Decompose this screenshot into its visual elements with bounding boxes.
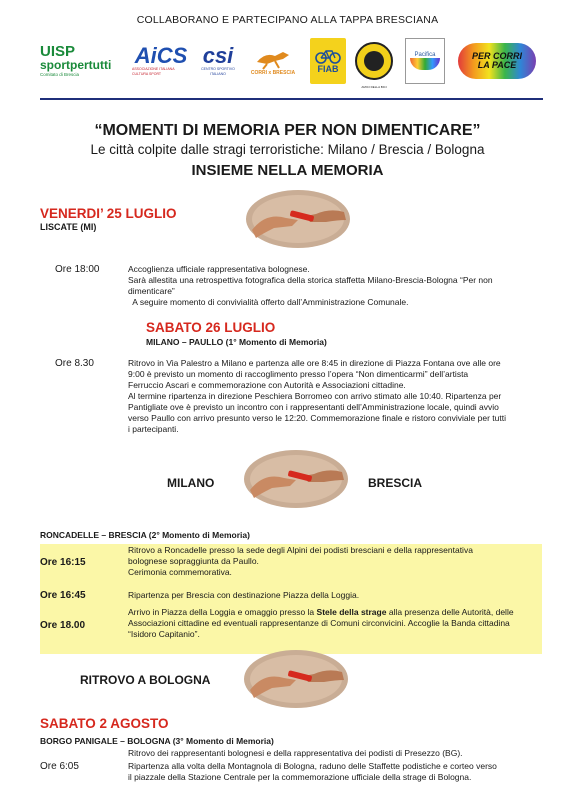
- s2-line: Ritrovo in Via Palestro a Milano e partenza alle ore 8:45 in direzione di Piazza Fontana ove alle ore: [128, 358, 501, 368]
- s4-time: Ore 6:05: [40, 761, 79, 772]
- s4-line: il piazzale della Stazione Centrale per la commemorazione ufficiale della strage di Bologna.: [128, 772, 472, 782]
- s1-text: [128, 264, 548, 308]
- stele-strage: Stele della strage: [316, 607, 387, 617]
- logo-strip: [40, 38, 540, 89]
- uisp-text: UISP: [40, 43, 76, 60]
- uisp-logo: [40, 38, 118, 84]
- s1-date: VENERDI’ 25 LUGLIO: [40, 206, 177, 221]
- s2-line: i partecipanti.: [128, 424, 179, 434]
- percorri-logo: [457, 38, 537, 84]
- s3-time-2: Ore 16:45: [40, 590, 86, 601]
- s3-row-1: [128, 545, 538, 578]
- relay-baton-image: [246, 190, 350, 248]
- s1-line: dimenticare”: [128, 286, 175, 296]
- s3-line: Associazioni cittadine ed eventuali rappresentanze di Comuni circonvicini. Accoglie la Banda cittadina: [128, 618, 510, 628]
- s2-place: MILANO – PAULLO (1° Momento di Memoria): [146, 337, 327, 347]
- pacifica-logo: [405, 38, 445, 84]
- collab-heading: COLLABORANO E PARTECIPANO ALLA TAPPA BRESCIANA: [136, 14, 439, 26]
- ritrovo-heading: RITROVO A BOLOGNA: [80, 673, 211, 687]
- s3-line: Ripartenza per Brescia con destinazione Piazza della Loggia.: [128, 590, 360, 600]
- s4-line: Ripartenza alla volta della Montagnola di Bologna, raduno delle Staffette podistiche e corteo verso: [128, 761, 497, 771]
- s3-post: alla presenza delle Autorità, delle: [386, 607, 514, 617]
- s3-place: RONCADELLE – BRESCIA (2° Momento di Memoria): [40, 530, 250, 540]
- s3-pre: Arrivo in Piazza della Loggia e omaggio presso la: [128, 607, 317, 617]
- s4-text: [128, 761, 548, 783]
- main-title: “MOMENTI DI MEMORIA PER NON DIMENTICARE”: [94, 122, 481, 139]
- s2-time: Ore 8.30: [55, 358, 94, 369]
- amici-logo: [354, 38, 394, 89]
- s2-line: 9:00 è previsto un momento di raccoglimento presso l’opera “Non dimenticarmi” dell’artista: [128, 369, 469, 379]
- s1-time: Ore 18:00: [55, 264, 100, 275]
- s2-line: Ferruccio Ascari e commemorazione con Autorità e Associazioni cittadine.: [128, 380, 406, 390]
- s3-row-3: [128, 607, 542, 640]
- csi-tiny: CENTRO SPORTIVO ITALIANO: [201, 67, 235, 76]
- s1-line: A seguire momento di convivialità offerto dall’Amministrazione Comunale.: [128, 297, 409, 307]
- s2-date: SABATO 26 LUGLIO: [146, 320, 276, 335]
- s1-place: LISCATE (MI): [40, 222, 97, 232]
- aics-tiny: ASSOCIAZIONE ITALIANA CULTURA SPORT: [132, 67, 175, 76]
- s2-line: verso Paullo con arrivo presunto verso le 12:20. Commemorazione finale e ristoro conviviale per tutti: [128, 413, 506, 423]
- corri-text: CORRI x BRESCIA: [250, 70, 296, 76]
- amici-text: AMICI DELLA BICI: [361, 85, 387, 89]
- relay-baton-image: [244, 450, 348, 508]
- s1-line: Sarà allestita una retrospettiva fotografica della storica staffetta Milano-Brescia-Bologna “Per non: [128, 275, 493, 285]
- s3-time-3: Ore 18.00: [40, 620, 86, 631]
- pacifica-text: Pacifica: [414, 52, 436, 58]
- insieme-heading: INSIEME NELLA MEMORIA: [191, 162, 384, 179]
- s1-line: Accoglienza ufficiale rappresentativa bolognese.: [128, 264, 310, 274]
- uisp-sub: sportpertutti: [40, 58, 112, 72]
- s3-line: bolognese sopraggiunta da Paullo.: [128, 556, 259, 566]
- s3-time-1: Ore 16:15: [40, 557, 86, 568]
- fiab-text: FIAB: [317, 64, 339, 74]
- milano-label: MILANO: [167, 476, 215, 490]
- relay-baton-image: [244, 650, 348, 708]
- corri-logo: [247, 38, 299, 84]
- fiab-logo: [310, 38, 346, 84]
- s3-line: Ritrovo a Roncadelle presso la sede degli Alpini dei podisti bresciani e della rappresentativa: [128, 545, 473, 555]
- s3-line: [128, 607, 542, 618]
- s2-line: Pantigliate ove è previsto un incontro con i rappresentanti dell’Amministrazione locale, quindi avvio: [128, 402, 499, 412]
- uisp-tiny: Comitato di Brescia: [40, 72, 80, 77]
- percorri-text: PER CORRI LA PACE: [472, 51, 523, 70]
- csi-logo: [198, 38, 238, 84]
- s2-line: Al termine ripartenza in direzione Peschiera Borromeo con arrivo stimato alle 10:40. Ripartenza per: [128, 391, 502, 401]
- aics-logo: [132, 38, 190, 84]
- bicycle-icon: [315, 48, 341, 64]
- subtitle: Le città colpite dalle stragi terroristiche: Milano / Brescia / Bologna: [90, 142, 485, 157]
- s3-line: “Isidoro Capitanio”.: [128, 629, 200, 639]
- s4-line0: Ritrovo dei rappresentanti bolognesi e della rappresentativa dei podisti di Presezzo (BG).: [128, 748, 463, 758]
- s3-line: Cerimonia commemorativa.: [128, 567, 232, 577]
- s4-date: SABATO 2 AGOSTO: [40, 716, 169, 731]
- aics-text: AiCS: [134, 43, 188, 68]
- brescia-label: BRESCIA: [368, 476, 423, 490]
- runner-dog-icon: [253, 46, 293, 70]
- s2-text: [128, 358, 548, 435]
- s3-row-2: [128, 590, 538, 601]
- csi-text: csi: [202, 43, 234, 68]
- header-divider: [40, 98, 543, 100]
- s4-place: BORGO PANIGALE – BOLOGNA (3° Momento di Memoria): [40, 736, 274, 746]
